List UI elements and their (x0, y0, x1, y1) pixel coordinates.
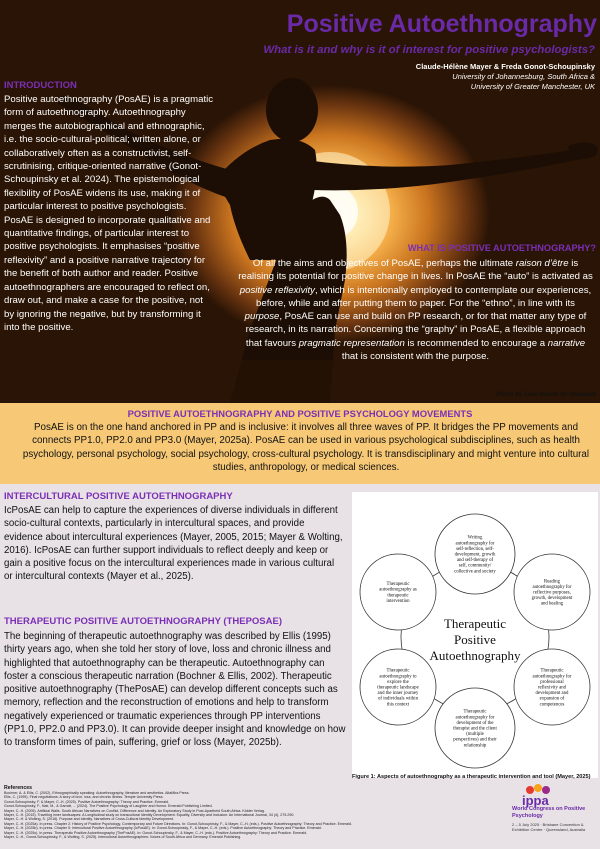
figure-node-left-top-line: autoethnography as (379, 587, 417, 593)
figure-node-right-bottom-line: professional (540, 679, 564, 685)
figure-node-left-bottom-line: and the inner journey (377, 691, 419, 697)
figure-node-bottom-line: development of the (456, 720, 494, 726)
figure-node-left-top-line: Therapeutic (386, 582, 410, 588)
what-heading: WHAT IS POSITIVE AUTOETHNOGRAPHY? (407, 243, 596, 253)
figure-node-right-bottom-line: autoethnography for (532, 674, 572, 680)
reference-item: Mayer, C.-H., Gonot-Schoupinsky, F., & Wolting, S. (2025). Intercultural Autoethnographies: Voices of South Africa and Germany. Emerald Publishing. (4, 835, 242, 840)
reference-item: Mayer, C.-H. (2015). Traveling inner landscapes: A Longitudinal study on transcultural Identity Development. Equality, Diversity and Inclusion: An International Journal, 34 (4), 279-290. (4, 813, 295, 818)
reference-item: Ellis, C. (1995). Final negotiations: A story of love, loss, and chronic illness. Temple University Press. (4, 795, 164, 800)
what-text-4: , PosAE can use and build on PP research, or for that matter any type of research, in its narration. Concerning the “graphy” in PosAE, a flexible approach that favours (245, 311, 587, 349)
figure-node-bottom-line: therapist and the client (453, 726, 497, 732)
figure-node-top-line: development, growth (454, 552, 496, 558)
what-em-5: narrative (547, 337, 586, 349)
reference-item: Mayer, C.-H. (2025c). In press. Therapeutic Positive Autoethnography (ThePosAE). In: Gonot-Schoupinsky, F., & Mayer, C.-H. (eds.). Positive Autoethnography: Theory and Practice. Emerald. (4, 830, 308, 835)
figure-caption: Figure 1: Aspects of autoethnography as a therapeutic intervention and tool (Mayer, 2025) (352, 774, 591, 780)
what-text-6: that is consistent with the purpose. (341, 351, 490, 363)
figure-node-left-top-line: therapeutic (387, 593, 409, 599)
what-text-5: is recommended to encourage a (404, 337, 548, 349)
figure-node-top-line: self-reflection, self- (456, 546, 494, 552)
figure-node-right-bottom-line: development and (535, 691, 569, 697)
reference-item: Mayer, C.-H. (2025b). In press. Chapter 5: Intercultural Positive Autoethnography (IcPosAE). In: Gonot-Schoupinsky, F., & Mayer, C.-H. (eds.). Positive Autoethnography: Theory and Practice. Emerald. (4, 826, 322, 831)
figure-node-right-bottom-line: competences (539, 702, 565, 708)
intro-heading: INTRODUCTION (4, 80, 77, 91)
figure-node-right-bottom-line: expansion of (539, 696, 565, 702)
figure-node-right-top-line: and healing (540, 601, 564, 607)
figure-node-right-top-line: reflective purposes, (533, 590, 571, 596)
movements-body: PosAE is on the one hand anchored in PP and is inclusive: it involves all three waves of PP. It bridges the PP movements and connects PP1.0, PP2.0 and PP3.0 (Mayer, 2025a). PosAE can be used in various psychological subdisciplines, such as health psychology, personal psychology, social psychology, cross-cultural psychology. It is transdisciplinary and might venture into cultural studies, anthropology, or medical sciences. (22, 422, 590, 474)
reference-item: Mayer, C.-H. (2025a). In press. Chapter 2: History of Positive Psychology, Contemporary and Future Directions. In: Gonot-Schoupinsky, F., & Mayer, C.-H. (eds.). Positive Autoethnography: Theory and Practice. Emerald. (4, 821, 352, 826)
photo-credit: Photo by Zack Durant on Unsplash (496, 392, 596, 398)
figure-node-bottom-line: autoethnography for (455, 715, 495, 721)
intro-paragraph-1: Positive autoethnography (PosAE) is a pragmatic form of autoethnography. Autoethnography merges the autobiographical and ethnographic, i.e. the socio-cultural-political; written alone, or collaboratively often as a constructivist, self-scrutinising, critique-oriented narrative (Gonot-Schoupinsky et al. 2024). The epistemological flexibility of PosAE widens its use, making it of particular interest to positive psychologists. (4, 94, 214, 213)
figure-node-right-top-line: growth, development (531, 596, 573, 602)
figure-node-left-bottom-line: explore the (387, 679, 409, 685)
figure-node-left-bottom-line: this context (386, 702, 410, 708)
figure-node-right-bottom-line: reflexivity and (537, 685, 567, 691)
reference-item: Bochner, A. & Ellis, C. (2002). Ethnographically speaking: Autoethnography, literature and aesthetics. AltaMira Press. (4, 791, 190, 795)
intercultural-body: IcPosAE can help to capture the experiences of diverse individuals in different socio-cultural contexts, particularly in intercultural spaces, and provide evidence about intercultural experiences (Mayer, 2005, 2015; Mayer & Wolting, 2016). IcPosAE can further support individuals to reflect deeply and keep or gain a positive focus on the intercultural experiences made in various cultural or intercultural contexts (Mayer et al., 2025). (4, 505, 343, 583)
reference-item: Gonot-Schoupinsky, F., Nair, M., & Garratt, ... (2024). The Positive Psychology of Laughter and Humor. Emerald Publishing Limited. (4, 804, 213, 809)
affiliation-1: University of Johannesburg, South Africa & (452, 72, 595, 81)
references-heading: References (4, 785, 32, 791)
reference-item: Mayer, C.-H. & Wolting, S. (2016). Purpose and Identity. Narratives of Cross-Cultural Identity Development. (4, 817, 175, 822)
what-body (238, 257, 593, 363)
figure-node-bottom-line: relationship (463, 743, 487, 749)
figure-node-top-line: Writing (467, 535, 483, 541)
what-em-2: positive reflexivity (239, 284, 315, 296)
logo-details: 2 – 5 July 2025 · Brisbane Convention & Exhibition Centre · Queensland, Australia (512, 822, 586, 832)
figure-node-left-top-line: intervention (386, 598, 410, 604)
figure-node-left-bottom-line: autoethnography to (379, 674, 417, 680)
figure-node-top-line: and self-therapy of (456, 558, 494, 564)
figure-node-right-top-line: autoethnography for (532, 584, 572, 590)
authors: Claude-Hélène Mayer & Freda Gonot-Schoupinsky (415, 62, 595, 71)
movements-heading: POSITIVE AUTOETHNOGRAPHY AND POSITIVE PSYCHOLOGY MOVEMENTS (127, 408, 473, 419)
figure-node-top-line: collective and society (454, 569, 496, 575)
figure-node-top-line: autoethnography for (455, 541, 495, 547)
references-list (4, 791, 474, 839)
what-text-1: Of all the aims and objectives of PosAE, perhaps the ultimate (252, 258, 516, 269)
figure-node-bottom-line: Therapeutic (463, 709, 487, 715)
figure-node-top-line: self, community/ (458, 563, 492, 569)
figure-node-left-bottom-line: of individuals within (378, 696, 418, 702)
what-text-3: , which is intentionally employed to contemplate our experiences, before, while and after putting them to paper. For the “ethno”, in line with its (256, 284, 592, 309)
center-text-2: Positive (454, 632, 496, 647)
figure-node-left-bottom-line: Therapeutic (386, 668, 410, 674)
therapeutic-heading: THERAPEUTIC POSITIVE AUTOETHNOGRAPHY (THEPOSAE) (4, 616, 282, 627)
intro-paragraph-2: PosAE is designed to incorporate qualitative and quantitative findings, of particular interest to positive psychologists. It emphasises “positive reflexivity” and a positive narrative trajectory for the benefit of both author and reader. Positive autoethnographers are encouraged to reflect on, draw out, and make a case for the positive, not by ignoring the negative, but by transforming it into the positive. (4, 214, 211, 333)
what-text-2: is realising its potential for positive change in lives. In PosAE the “auto” is activated as (238, 258, 593, 283)
figure-1 (352, 492, 598, 778)
affiliation-2: University of Greater Manchester, UK (470, 82, 595, 91)
intro-body (4, 93, 214, 334)
logo-name: World Congress on Positive Psychology (512, 806, 586, 819)
what-em-3: purpose (244, 311, 280, 323)
reference-item: Gonot-Schoupinsky, F. & Mayer, C.-H. (2025). Positive Autoethnography: Theory and Practice. Emerald. (4, 799, 170, 804)
center-text-1: Therapeutic (443, 616, 507, 631)
therapeutic-body: The beginning of therapeutic autoethnography was described by Ellis (1995) thirty years ago, when she told her story of love, loss and chronic illness and highlighted that autoethnography can be therapeutic. Autoethnography can foster a conscious therapeutic narration (Bochner & Ellis, 2002). Therapeutic positive autoethnography (ThePosAE) can develop different concepts such as memory, reflection and the reconstruction of emotions and help to transform negatively experienced or traumatic experiences through PP interventions (PP1.0, PP2.0 and PP3.0). It can provide deeper insight and knowledge on how to transform times of pain, suffering, grief or loss (Mayer, 2025b). (4, 631, 346, 749)
poster-title: Positive Autoethnography (286, 10, 597, 38)
figure-diagram (352, 492, 598, 778)
center-text-3: Autoethnography (429, 648, 521, 663)
reference-item: Mayer, C.-H. (2005). Artificial Walls. South African Narratives on Conflict, Difference and Identity. An Exploratory Study in Post-Apartheid South Africa. Kidder Verlag. (4, 808, 265, 813)
what-em-1: raison d’être (515, 258, 569, 269)
intercultural-heading: INTERCULTURAL POSITIVE AUTOETHNOGRAPHY (4, 491, 233, 502)
figure-node-right-bottom-line: Therapeutic (540, 668, 564, 674)
poster-subtitle: What is it and why is it of interest for positive psychologists? (263, 44, 595, 56)
figure-node-left-bottom-line: therapeutic landscape (377, 685, 419, 691)
logo-mark: ippa (522, 793, 549, 808)
affiliations (300, 72, 595, 92)
what-em-4: pragmatic representation (298, 337, 405, 349)
figure-node-bottom-line: (multiple (466, 732, 484, 738)
figure-node-bottom-line: perspectives) and their (453, 737, 497, 743)
figure-node-right-top-line: Reading (544, 579, 560, 585)
